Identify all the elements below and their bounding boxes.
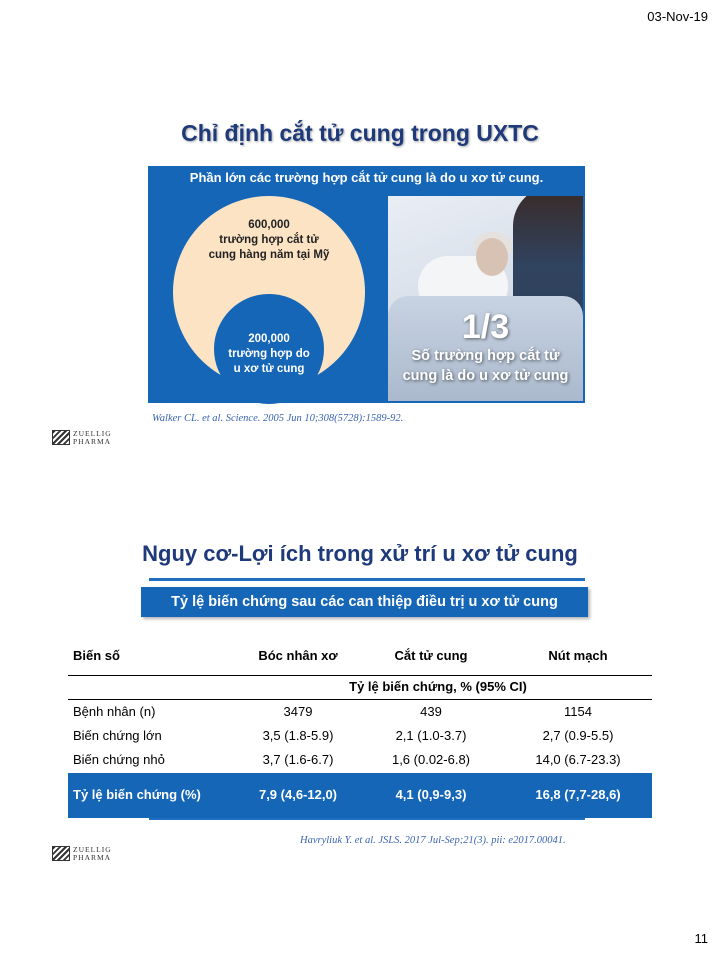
table-subheader bbox=[68, 676, 652, 700]
header-cell: Bóc nhân xơ bbox=[258, 648, 338, 663]
zuellig-logo bbox=[52, 430, 134, 445]
table-cell: 3,5 (1.8-5.9) bbox=[262, 728, 334, 743]
info-box-header: Phần lớn các trường hợp cắt tử cung là do u xơ tử cung. bbox=[189, 170, 544, 185]
table-cell: 14,0 (6.7-23.3) bbox=[535, 752, 621, 767]
table-cell: 439 bbox=[420, 704, 442, 719]
subheader-text: Tỷ lệ biến chứng, % (95% CI) bbox=[349, 679, 527, 694]
table-cell: Biến chứng nhỏ bbox=[73, 752, 165, 767]
title-divider bbox=[149, 578, 585, 581]
slide1-title: Chỉ định cắt tử cung trong UXTC bbox=[181, 120, 539, 146]
outer-circle bbox=[173, 196, 365, 388]
logo-line: ZUELLIG bbox=[73, 429, 112, 438]
slide-date: 03-Nov-19 bbox=[647, 9, 708, 24]
page-number: 11 bbox=[694, 931, 708, 946]
table-row bbox=[68, 748, 652, 772]
zuellig-logo-text bbox=[73, 430, 112, 445]
photo-caption bbox=[388, 346, 583, 386]
info-box bbox=[148, 166, 585, 403]
fraction-label: 1/3 bbox=[461, 308, 510, 346]
inner-circle bbox=[214, 294, 324, 404]
zuellig-logo-icon bbox=[52, 846, 70, 861]
table-cell: Biến chứng lớn bbox=[73, 728, 162, 743]
photo-caption-line: cung là do u xơ tử cung bbox=[402, 368, 569, 384]
table-cell: 3,7 (1.6-6.7) bbox=[262, 752, 334, 767]
table-cell: Bệnh nhân (n) bbox=[73, 704, 156, 719]
logo-line: PHARMA bbox=[73, 436, 112, 446]
table-cell: 7,9 (4,6-12,0) bbox=[258, 787, 338, 802]
table-row bbox=[68, 700, 652, 724]
table-header bbox=[68, 640, 652, 676]
patient-photo bbox=[388, 196, 583, 401]
outer-circle-text bbox=[173, 218, 365, 263]
zuellig-logo-text bbox=[73, 846, 112, 861]
slide1-reference: Walker CL. et al. Science. 2005 Jun 10;308(5728):1589-92. bbox=[152, 413, 404, 424]
inner-circle-line: u xơ tử cung bbox=[233, 363, 305, 375]
table-cell: 1154 bbox=[564, 704, 592, 719]
inner-circle-line: trường hợp do bbox=[228, 348, 310, 360]
zuellig-logo bbox=[52, 846, 134, 861]
header-cell: Nút mạch bbox=[548, 648, 608, 663]
slide2-reference: Havryliuk Y. et al. JSLS. 2017 Jul-Sep;21(3). pii: e2017.00041. bbox=[300, 835, 566, 846]
table-cell: 1,6 (0.02-6.8) bbox=[391, 752, 471, 767]
table-row bbox=[68, 724, 652, 748]
table-cell: 2,7 (0.9-5.5) bbox=[542, 728, 614, 743]
outer-circle-line: 600,000 bbox=[248, 219, 290, 231]
header-cell: Biến số bbox=[73, 648, 120, 663]
table-cell: 2,1 (1.0-3.7) bbox=[395, 728, 467, 743]
outer-circle-line: trường hợp cắt tử bbox=[219, 234, 319, 246]
table-row-highlight bbox=[68, 773, 652, 818]
complication-table bbox=[68, 640, 652, 818]
header-cell: Cắt tử cung bbox=[394, 648, 468, 663]
zuellig-logo-icon bbox=[52, 430, 70, 445]
photo-patient-head bbox=[476, 238, 508, 276]
table-cell: 3479 bbox=[283, 704, 313, 719]
table-cell: 16,8 (7,7-28,6) bbox=[535, 787, 621, 802]
logo-line: PHARMA bbox=[73, 852, 112, 862]
table-cell: Tỷ lệ biến chứng (%) bbox=[73, 787, 201, 802]
inner-circle-text bbox=[214, 332, 324, 377]
inner-circle-line: 200,000 bbox=[248, 333, 290, 345]
outer-circle-line: cung hàng năm tại Mỹ bbox=[208, 249, 330, 261]
slide2-subtitle: Tỷ lệ biến chứng sau các can thiệp điều trị u xơ tử cung bbox=[141, 587, 588, 617]
logo-line: ZUELLIG bbox=[73, 845, 112, 854]
table-cell: 4,1 (0,9-9,3) bbox=[395, 787, 467, 802]
slide2-title: Nguy cơ-Lợi ích trong xử trí u xơ tử cung bbox=[142, 541, 578, 566]
table-bottom-rule bbox=[149, 818, 585, 820]
photo-caption-line: Số trường hợp cắt tử bbox=[411, 348, 560, 364]
